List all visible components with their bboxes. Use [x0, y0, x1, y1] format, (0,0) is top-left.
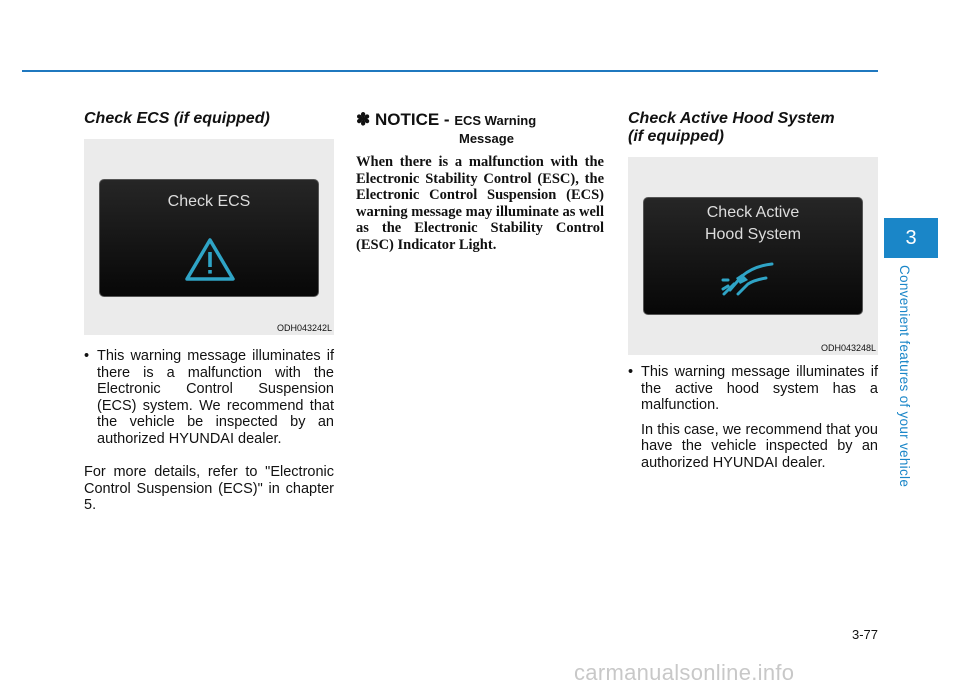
- section-heading-active-hood: Check Active Hood System: [628, 110, 835, 127]
- page-number: 3-77: [851, 627, 878, 642]
- cluster-display: [643, 197, 863, 315]
- chapter-title: Convenient features of your vehicle: [897, 265, 912, 488]
- notice-heading: [356, 110, 604, 131]
- display-text-line1: Check Active: [706, 204, 800, 221]
- left-column: [84, 110, 334, 514]
- notice-symbol: ✽: [356, 110, 371, 129]
- display-text: Check ECS: [167, 193, 251, 210]
- notice-title: ECS Warning: [454, 113, 537, 128]
- figure-check-ecs: [84, 139, 334, 335]
- recommendation-paragraph: In this case, we recommend that you have the vehicle inspected by an authorized HYUNDAI dealer.: [641, 421, 878, 471]
- top-rule: [22, 70, 878, 72]
- watermark: carmanualsonline.info: [574, 660, 795, 685]
- bullet-active-hood-warning: • This warning message illuminates if the active hood system has a malfunction.: [628, 364, 878, 414]
- notice-label: NOTICE -: [374, 110, 450, 129]
- bullet-ecs-warning: • This warning message illuminates if there is a malfunction with the Electronic Control Suspension (ECS) system. We recommend that the vehicle be inspected by an authorized HYUNDAI dealer.: [84, 348, 334, 447]
- reference-paragraph: For more details, refer to "Electronic Control Suspension (ECS)" in chapter 5.: [84, 464, 334, 513]
- figure-code: ODH043242L: [276, 323, 332, 333]
- section-heading-active-hood-qualifier: (if equipped): [628, 128, 724, 145]
- section-heading-ecs: Check ECS (if equipped): [84, 110, 270, 127]
- figure-check-active-hood: [628, 157, 878, 355]
- middle-column: [356, 110, 604, 253]
- display-text-line2: Hood System: [704, 226, 802, 243]
- notice-title-continued: Message: [459, 131, 514, 146]
- notice-body: When there is a malfunction with the Electronic Stability Control (ESC), the Electronic Control Suspension (ECS) warning message may illuminate as well as the Electronic Stability Control (ESC) Indicator Light.: [356, 154, 604, 253]
- active-hood-icon: [720, 258, 790, 300]
- chapter-number: 3: [905, 227, 917, 249]
- cluster-display: [99, 179, 319, 297]
- right-column: [628, 110, 878, 471]
- figure-code: ODH043248L: [820, 343, 876, 353]
- warning-triangle-icon: [184, 236, 236, 282]
